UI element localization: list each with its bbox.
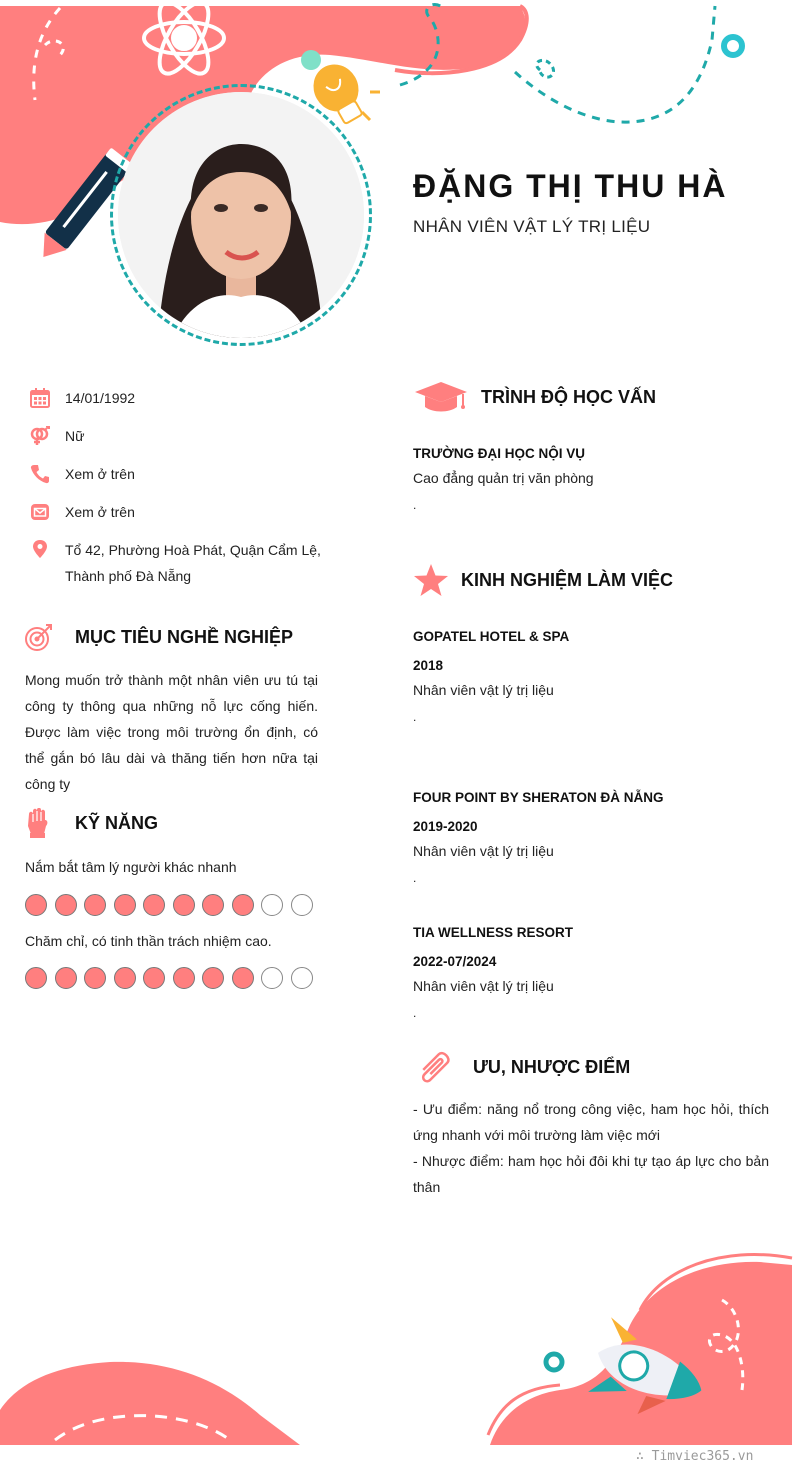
skill-rating-1	[25, 894, 320, 916]
rating-dot-filled	[25, 894, 47, 916]
coral-blob-bottom-left	[0, 1362, 300, 1445]
rating-dot-filled	[202, 967, 224, 989]
job-note-2: .	[413, 871, 417, 885]
gender-icon	[30, 426, 50, 446]
education-school: TRƯỜNG ĐẠI HỌC NỘI VỤ	[413, 446, 585, 461]
cons-text: - Nhược điểm: ham học hỏi đôi khi tự tạo áp lực cho bản thân	[413, 1153, 769, 1195]
rating-dot-filled	[143, 894, 165, 916]
watermark: ∴ Timviec365.vn	[636, 1449, 754, 1464]
teal-dashed-path-2	[515, 6, 715, 122]
job-note-1: .	[413, 710, 417, 724]
experience-heading: KINH NGHIỆM LÀM VIỆC	[461, 569, 674, 590]
contact-phone	[30, 464, 330, 487]
paperclip-icon	[413, 1046, 459, 1088]
proscons-heading: ƯU, NHƯỢC ĐIỂM	[473, 1056, 631, 1077]
rating-dot-filled	[202, 894, 224, 916]
experience-header	[413, 563, 673, 597]
rating-dot-empty	[261, 967, 283, 989]
rating-dot-empty	[291, 967, 313, 989]
rating-dot-filled	[143, 967, 165, 989]
rating-dot-empty	[291, 894, 313, 916]
dob-text: 14/01/1992	[65, 390, 136, 406]
job-period-1: 2018	[413, 658, 444, 673]
footer-decoration	[0, 1230, 800, 1450]
pros-text: - Ưu điểm: năng nổ trong công việc, ham học hỏi, thích ứng nhanh với môi trường làm việc mới	[413, 1101, 769, 1143]
gender-text: Nữ	[65, 428, 85, 444]
rating-dot-filled	[55, 967, 77, 989]
teal-ring	[724, 37, 742, 55]
skills-heading: KỸ NĂNG	[75, 812, 159, 833]
calendar-icon	[30, 388, 50, 408]
job-role-1: Nhân viên vật lý trị liệu	[413, 682, 554, 698]
phone-text: Xem ở trên	[65, 466, 135, 482]
location-pin-icon	[30, 540, 50, 560]
skill-rating-2	[25, 967, 320, 989]
job-company-3: TIA WELLNESS RESORT	[413, 925, 574, 940]
rating-dot-filled	[114, 894, 136, 916]
skill-label-2: Chăm chỉ, có tinh thần trách nhiệm cao.	[25, 933, 272, 949]
rating-dot-filled	[232, 894, 254, 916]
teal-ring-small	[546, 1354, 562, 1370]
candidate-name: ĐẶNG THỊ THU HÀ	[413, 168, 728, 204]
job-company-2: FOUR POINT BY SHERATON ĐÀ NẴNG	[413, 790, 664, 805]
education-heading: TRÌNH ĐỘ HỌC VẤN	[481, 386, 656, 407]
star-icon	[413, 563, 449, 597]
rating-dot-filled	[173, 967, 195, 989]
rating-dot-filled	[25, 967, 47, 989]
education-header	[413, 380, 656, 414]
target-icon	[25, 623, 53, 651]
rating-dot-filled	[55, 894, 77, 916]
phone-icon	[30, 464, 50, 484]
objective-header	[25, 623, 293, 651]
email-text: Xem ở trên	[65, 504, 135, 520]
candidate-title: NHÂN VIÊN VẬT LÝ TRỊ LIỆU	[413, 217, 651, 236]
teal-loop	[537, 60, 554, 77]
job-role-2: Nhân viên vật lý trị liệu	[413, 843, 554, 859]
contact-dob	[30, 388, 330, 411]
contact-email	[30, 502, 330, 525]
address-text: Tổ 42, Phường Hoà Phát, Quận Cẩm Lệ, Thành phố Đà Nẵng	[65, 542, 321, 584]
objective-heading: MỤC TIÊU NGHỀ NGHIỆP	[75, 626, 294, 647]
graduation-cap-icon	[413, 380, 469, 414]
bulb-teal-dot	[301, 50, 321, 70]
skills-header	[25, 808, 158, 838]
portrait-illustration	[118, 92, 364, 338]
email-icon	[30, 502, 50, 522]
job-period-3: 2022-07/2024	[413, 954, 497, 969]
skill-label-1: Nắm bắt tâm lý người khác nhanh	[25, 859, 237, 875]
education-note: .	[413, 498, 417, 512]
job-role-3: Nhân viên vật lý trị liệu	[413, 978, 554, 994]
job-note-3: .	[413, 1006, 417, 1020]
rating-dot-filled	[232, 967, 254, 989]
job-company-1: GOPATEL HOTEL & SPA	[413, 629, 570, 644]
rating-dot-filled	[114, 967, 136, 989]
avatar	[118, 92, 364, 338]
fist-icon	[25, 808, 51, 838]
job-period-2: 2019-2020	[413, 819, 478, 834]
rating-dot-filled	[84, 967, 106, 989]
rating-dot-empty	[261, 894, 283, 916]
contact-address	[30, 540, 330, 589]
objective-text: Mong muốn trở thành một nhân viên ưu tú tại công ty thông qua những nỗ lực cống hiến. Được làm việc trong môi trường ổn định, có thể gắn bó lâu dài và thăng tiến hơn nữa tại công ty	[25, 672, 318, 792]
education-major: Cao đẳng quản trị văn phòng	[413, 470, 594, 486]
rating-dot-filled	[84, 894, 106, 916]
proscons-header	[413, 1046, 630, 1088]
rating-dot-filled	[173, 894, 195, 916]
contact-gender	[30, 426, 330, 449]
bulb-rays	[362, 92, 380, 120]
